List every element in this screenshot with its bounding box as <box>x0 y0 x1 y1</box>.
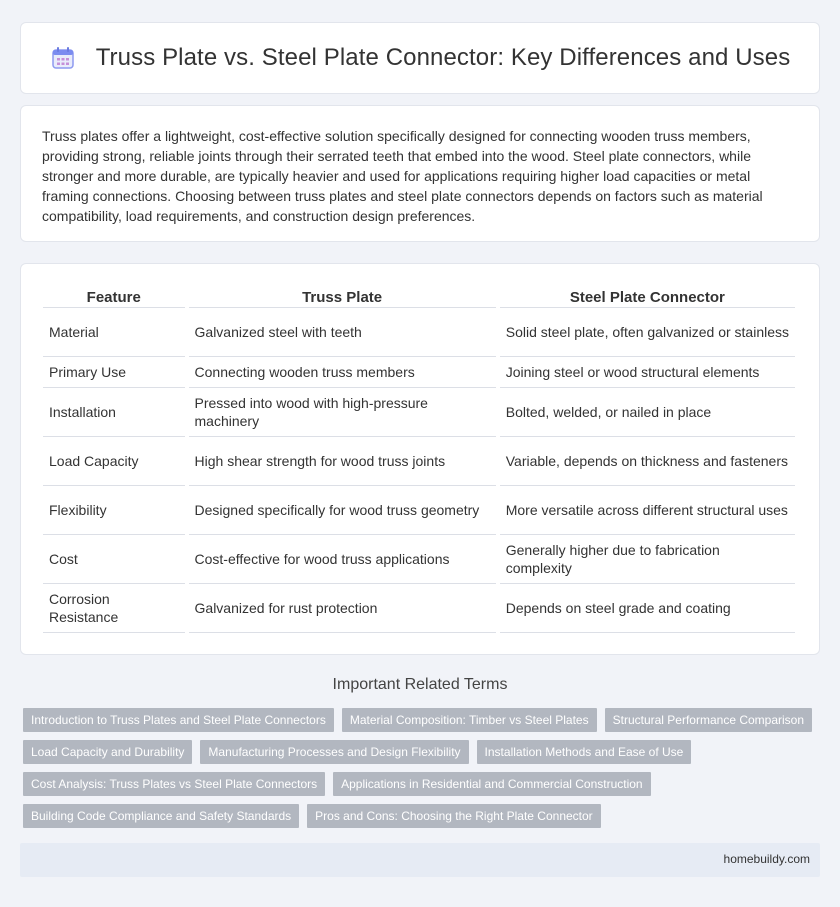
truss-plate-cell: Pressed into wood with high-pressure machinery <box>189 388 496 437</box>
footer <box>20 843 820 877</box>
table-row <box>43 584 795 633</box>
calendar-icon <box>50 45 76 71</box>
steel-plate-cell: Generally higher due to fabrication complexity <box>500 535 795 584</box>
related-terms-heading: Important Related Terms <box>332 676 508 693</box>
intro-card <box>20 105 820 242</box>
intro-text: Truss plates offer a lightweight, cost-effective solution specifically designed for connecting wooden truss members, providing strong, reliable joints through their serrated teeth that embed into the wood. Steel plate connectors, while stronger and more durable, are typically heavier and used for applications requiring higher load capacities or metal framing connections. Choosing between truss plates and steel plate connectors depends on factors such as material compatibility, load requirements, and construction design preferences. <box>42 128 763 224</box>
table-row <box>43 388 795 437</box>
title-card <box>20 22 820 94</box>
feature-cell: Primary Use <box>43 357 185 388</box>
comparison-table-card <box>20 263 820 655</box>
feature-cell: Load Capacity <box>43 437 185 486</box>
steel-plate-cell: Variable, depends on thickness and fasteners <box>500 437 795 486</box>
related-term-tag[interactable]: Manufacturing Processes and Design Flexibility <box>200 740 468 764</box>
feature-cell: Corrosion Resistance <box>43 584 185 633</box>
page-title: Truss Plate vs. Steel Plate Connector: Key Differences and Uses <box>95 44 791 71</box>
table-row <box>43 437 795 486</box>
related-term-tag[interactable]: Load Capacity and Durability <box>23 740 192 764</box>
truss-plate-cell: Galvanized steel with teeth <box>189 308 496 357</box>
column-header-steel-plate-connector: Steel Plate Connector <box>500 286 795 308</box>
truss-plate-cell: Galvanized for rust protection <box>189 584 496 633</box>
table-row <box>43 308 795 357</box>
feature-cell: Material <box>43 308 185 357</box>
table-header-row <box>43 286 795 308</box>
feature-cell: Installation <box>43 388 185 437</box>
truss-plate-cell: Designed specifically for wood truss geometry <box>189 486 496 535</box>
related-term-tag[interactable]: Building Code Compliance and Safety Standards <box>23 804 299 828</box>
related-term-tag[interactable]: Installation Methods and Ease of Use <box>477 740 692 764</box>
related-term-tag[interactable]: Structural Performance Comparison <box>605 708 812 732</box>
steel-plate-cell: Depends on steel grade and coating <box>500 584 795 633</box>
truss-plate-cell: Cost-effective for wood truss applications <box>189 535 496 584</box>
footer-site-link[interactable]: homebuildy.com <box>723 852 810 866</box>
truss-plate-cell: High shear strength for wood truss joints <box>189 437 496 486</box>
table-row <box>43 486 795 535</box>
steel-plate-cell: Joining steel or wood structural elements <box>500 357 795 388</box>
related-term-tag[interactable]: Material Composition: Timber vs Steel Plates <box>342 708 597 732</box>
related-terms-list <box>23 708 823 836</box>
comparison-table <box>39 286 799 633</box>
related-term-tag[interactable]: Introduction to Truss Plates and Steel Plate Connectors <box>23 708 334 732</box>
related-term-tag[interactable]: Applications in Residential and Commercial Construction <box>333 772 650 796</box>
column-header-feature: Feature <box>43 286 185 308</box>
table-row <box>43 535 795 584</box>
column-header-truss-plate: Truss Plate <box>189 286 496 308</box>
related-term-tag[interactable]: Pros and Cons: Choosing the Right Plate Connector <box>307 804 601 828</box>
feature-cell: Flexibility <box>43 486 185 535</box>
related-term-tag[interactable]: Cost Analysis: Truss Plates vs Steel Plate Connectors <box>23 772 325 796</box>
steel-plate-cell: Bolted, welded, or nailed in place <box>500 388 795 437</box>
truss-plate-cell: Connecting wooden truss members <box>189 357 496 388</box>
steel-plate-cell: More versatile across different structural uses <box>500 486 795 535</box>
steel-plate-cell: Solid steel plate, often galvanized or stainless <box>500 308 795 357</box>
table-row <box>43 357 795 388</box>
feature-cell: Cost <box>43 535 185 584</box>
